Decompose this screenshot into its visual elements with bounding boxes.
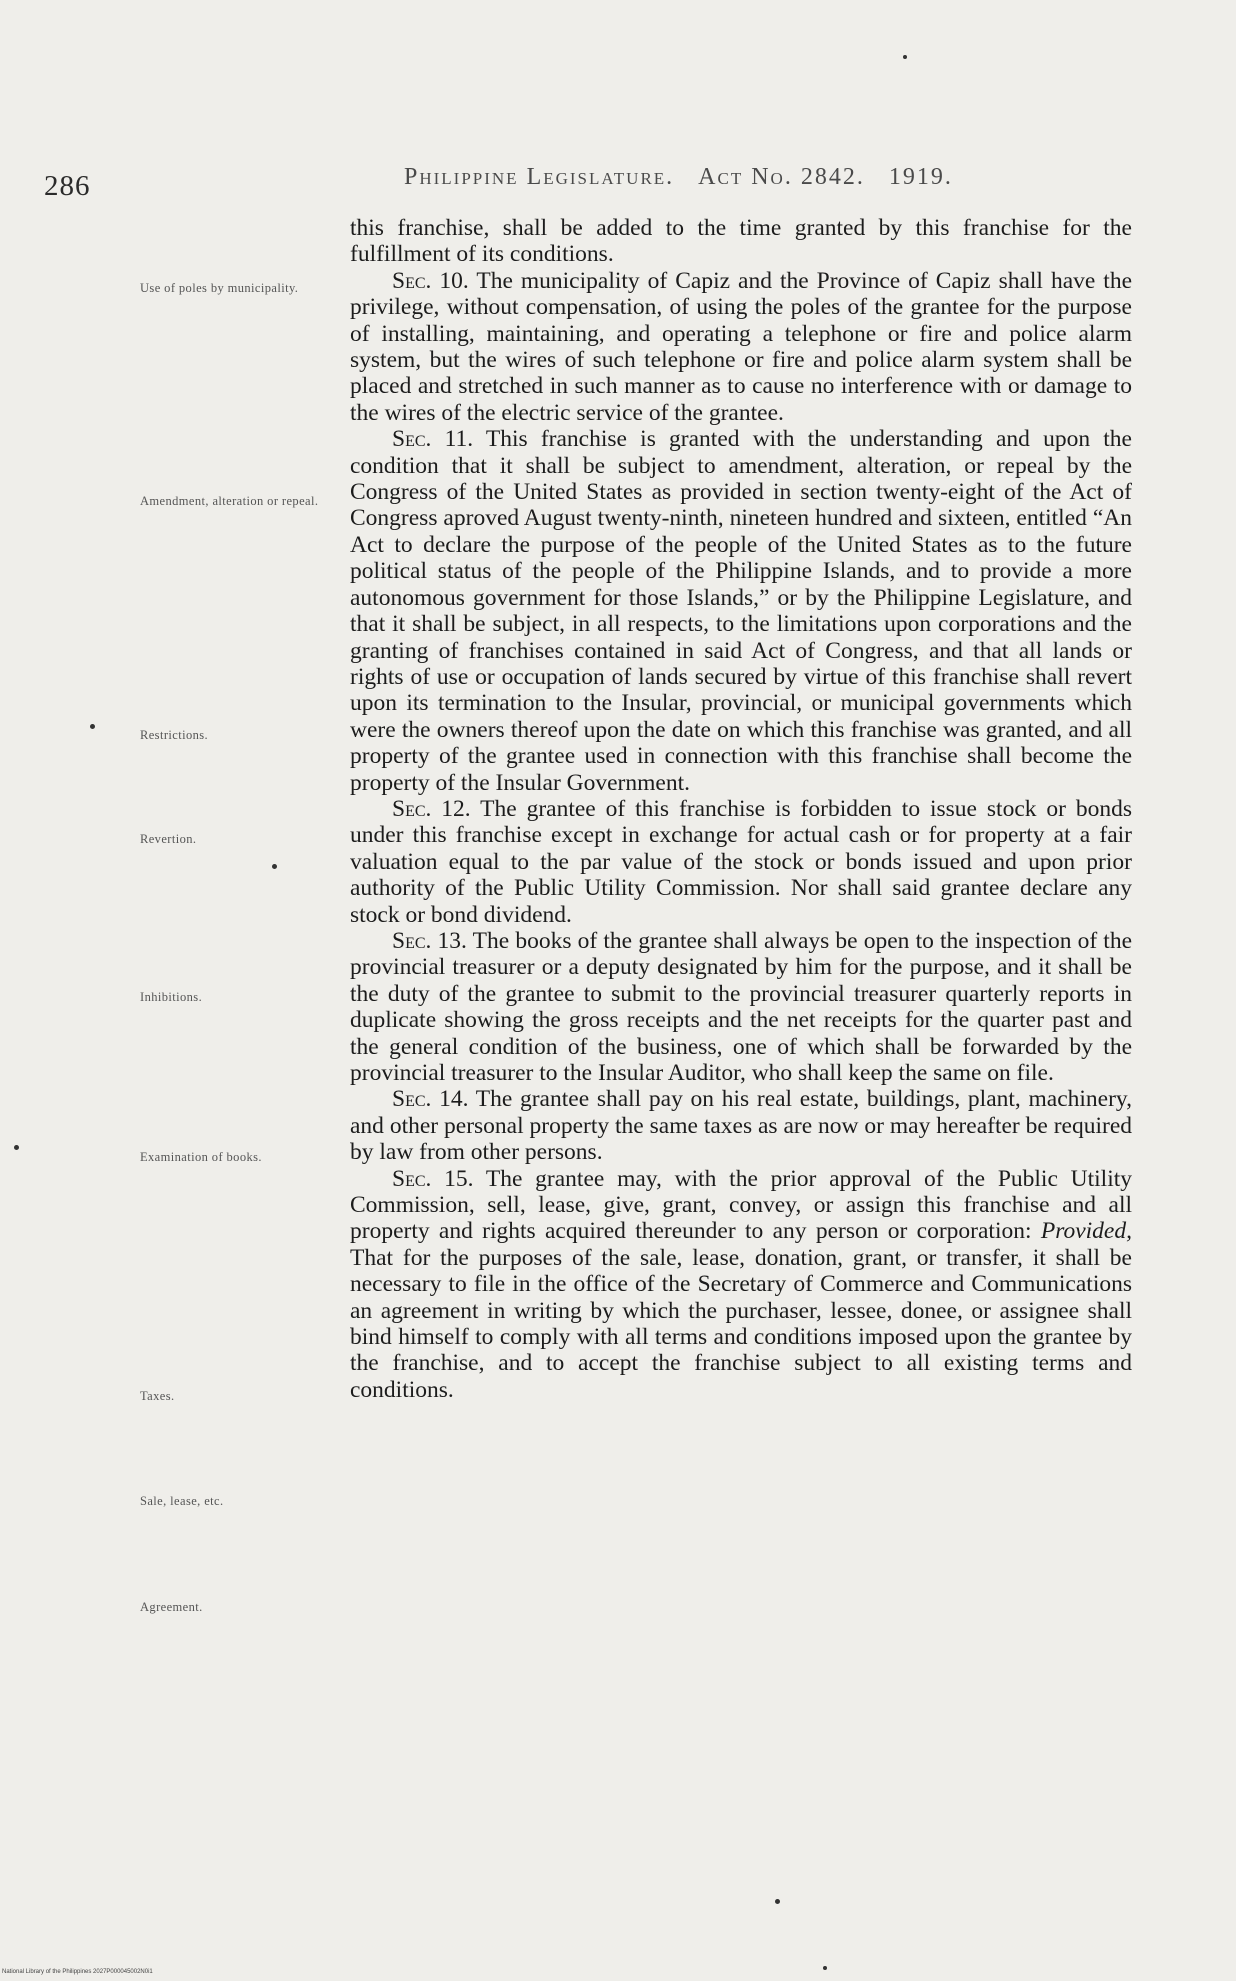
margin-note-inhibitions: Inhibitions.: [140, 990, 203, 1004]
scan-speck: [775, 1899, 780, 1904]
section-text-continued: That for the purposes of the sale, lease, donation, grant, or transfer, it shall be necessary to file in the office of the Secretary of Commerce and Communications an agreement in writing by which the purchaser, lessee, donee, or assignee shall bind himself to comply with all terms and conditions imposed upon the grantee by the franchise, and to accept the franchise subject to all existing terms and conditions.: [350, 1244, 1132, 1403]
section-number: Sec. 12.: [392, 795, 471, 822]
margin-note-use-of-poles: Use of poles by municipality.: [140, 281, 299, 295]
running-head-year: 1919.: [888, 164, 953, 190]
section-number: Sec. 11.: [392, 426, 474, 453]
scan-footer: National Library of the Philippines 2027P000045002N0i1: [2, 1969, 153, 1975]
section-11: [350, 426, 1132, 796]
section-text: This franchise is granted with the understanding and upon the condition that it shall be subject to amendment, alteration, or repeal by the Congress of the United States as provided in section twenty-eight of the Act of Congress aproved August twenty-ninth, nineteen hundred and sixteen, entitled “An Act to declare the purpose of the people of the United States as to the future political status of the people of the Philippine Islands, and to provide a more autonomous government for those Islands,” or by the Philippine Legislature, and that it shall be subject, in all respects, to the limitations upon corporations and the granting of franchises contained in said Act of Congress, and that all lands or rights of use or occupation of lands secured by virtue of this franchise shall revert upon its termination to the Insular, provincial, or municipal governments which were the owners thereof upon the date on which this franchise was granted, and all property of the grantee used in connection with this franchise shall become the property of the Insular Government.: [350, 426, 1132, 796]
scan-speck: [14, 1145, 19, 1150]
scan-speck: [903, 55, 907, 59]
section-text: The books of the grantee shall always be open to the inspection of the provincial treasurer or a deputy designated by him for the purpose, and it shall be the duty of the grantee to submit to the provincial treasurer quarterly reports in duplicate showing the gross receipts and the net receipts for the quarter past and the general condition of the business, one of which shall be forwarded by the provincial treasurer to the Insular Auditor, who shall keep the same on file.: [350, 927, 1133, 1086]
scan-speck: [90, 724, 95, 729]
running-head-act: Act No. 2842.: [698, 164, 865, 190]
section-number: Sec. 10.: [392, 267, 469, 294]
section-text: The grantee of this franchise is forbidden to issue stock or bonds under this franchise except in exchange for actual cash or for property at a fair valuation equal to the par value of the stock or bonds issued and upon prior authority of the Public Utility Commission. Nor shall said grantee declare any stock or bond dividend.: [350, 795, 1133, 928]
body-text: [350, 215, 1132, 1403]
section-number: Sec. 13.: [392, 927, 467, 954]
margin-note-sale: Sale, lease, etc.: [140, 1494, 224, 1508]
running-head-title: Philippine Legislature.: [404, 164, 675, 190]
page-number: 286: [44, 170, 91, 202]
section-13: [350, 928, 1132, 1086]
section-14: [350, 1086, 1132, 1165]
paragraph-text: this franchise, shall be added to the time granted by this franchise for the fulfillment of its conditions.: [350, 215, 1132, 268]
margin-note-examination: Examination of books.: [140, 1150, 262, 1164]
margin-note-taxes: Taxes.: [140, 1389, 175, 1403]
proviso-italic: Provided,: [1040, 1218, 1132, 1245]
running-head: [404, 164, 953, 191]
section-text: The grantee shall pay on his real estate, buildings, plant, machinery, and other personal property the same taxes as are now or may hereafter be required by law from other persons.: [350, 1086, 1133, 1166]
section-text: The grantee may, with the prior approval of the Public Utility Commission, sell, lease, give, grant, convey, or assign this franchise and all property and rights acquired thereunder to any person or corporation:: [350, 1165, 1133, 1245]
scan-speck: [823, 1966, 827, 1970]
section-number: Sec. 15.: [392, 1165, 474, 1192]
margin-note-agreement: Agreement.: [140, 1600, 203, 1614]
scan-speck: [272, 864, 277, 869]
section-15: [350, 1166, 1132, 1404]
margin-note-restrictions: Restrictions.: [140, 728, 209, 742]
margin-note-revertion: Revertion.: [140, 832, 197, 846]
paragraph-continuation: [350, 215, 1132, 268]
margin-note-amendment: Amendment, alteration or repeal.: [140, 494, 319, 508]
section-number: Sec. 14.: [392, 1086, 469, 1113]
section-text: The municipality of Capiz and the Province of Capiz shall have the privilege, without compensation, of using the poles of the grantee for the purpose of installing, maintaining, and operating a telephone or fire and police alarm system, but the wires of such telephone or fire and police alarm system shall be placed and stretched in such manner as to cause no interference with or damage to the wires of the electric service of the grantee.: [350, 267, 1133, 426]
section-10: [350, 268, 1132, 426]
section-12: [350, 796, 1132, 928]
